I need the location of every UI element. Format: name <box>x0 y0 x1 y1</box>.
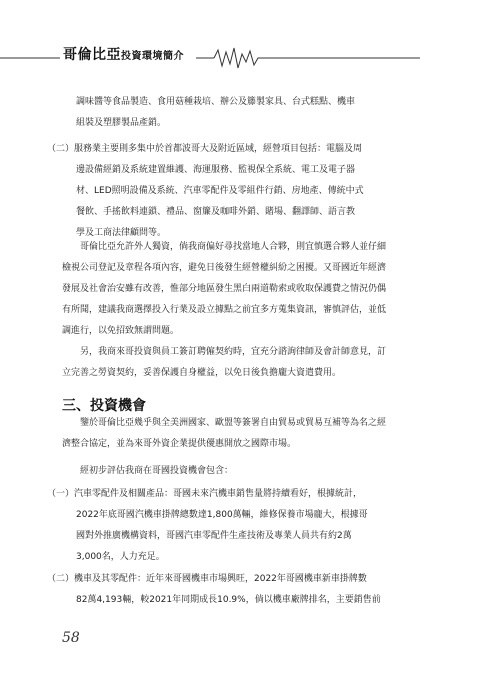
text-line: 餐飲、手搖飲料連鎖、禮品、窗簾及咖啡外銷、賭場、翻譯師、語言教 <box>76 207 356 217</box>
list-item-2 <box>47 569 418 611</box>
page-header <box>0 0 480 80</box>
text-line: 濟整合協定，並為來哥外資企業提供優惠開放之國際市場。 <box>62 439 297 449</box>
text-line: 材、LED照明設備及系統、汽車零配件及零組件行銷、房地產、傳統中式 <box>76 186 364 196</box>
text-line: 2022年底哥國汽機車掛牌總數達1,800萬輛，維修保養市場龐大，根據哥 <box>76 510 368 520</box>
text-line: 鑒於哥倫比亞幾乎與全美洲國家、歐盟等簽署自由貿易或貿易互補等為名之經 <box>80 418 387 428</box>
paragraph-3 <box>62 237 418 342</box>
text-line: （一）汽車零配件及相關產品：哥國未來汽機車銷售量將持續看好，根據統計， <box>47 489 363 499</box>
text-line: 82萬4,193輛，較2021年同期成長10.9%，倘以機車廠牌排名，主要銷售前 <box>76 595 381 605</box>
text-line: 組裝及塑膠製品產銷。 <box>76 118 167 128</box>
text-line: 發展及社會治安雖有改善，惟部分地區發生黑白兩道勒索或收取保護費之情況仍偶 <box>62 284 387 294</box>
text-line: 3,000名，人力充足。 <box>76 552 165 562</box>
text-line: 檢視公司登記及章程各項內容，避免日後發生經營權糾紛之困擾。又哥國近年經濟 <box>62 263 387 273</box>
header-title <box>63 44 184 64</box>
text-line: 調味醬等食品製造、食用菇種栽培、辦公及籐製家具、台式糕點、機車 <box>76 97 356 107</box>
paragraph-1 <box>76 92 418 134</box>
paragraph-4 <box>62 342 418 384</box>
text-line: 學及工商法律顧問等。 <box>76 228 167 238</box>
paragraph-6 <box>62 461 418 482</box>
text-line: 國對外推廣機構資料，哥國汽車零配件生產技術及專業人員共有約2萬 <box>76 531 352 541</box>
text-line: 另，我商來哥投資與員工簽訂聘僱契約時，宜充分諮詢律師及會計師意見，訂 <box>80 347 387 357</box>
text-line: （二）機車及其零配件：近年來哥國機車市場興旺，2022年哥國機車新車掛牌數 <box>47 574 367 584</box>
text-line: 經初步評估我商在哥國投資機會包含： <box>80 466 234 476</box>
paragraph-2 <box>47 139 418 244</box>
section-heading: 三、投資機會 <box>62 398 146 414</box>
text-line: 調進行，以免招致無謂問題。 <box>62 326 180 336</box>
header-title-sub: 投資環境簡介 <box>121 51 184 62</box>
text-line: 邊設備經銷及系統建置維護、海運服務、監視保全系統、電工及電子器 <box>76 165 356 175</box>
paragraph-5 <box>62 413 418 455</box>
text-line: 有所聞，建議我商選擇投入行業及設立據點之前宜多方蒐集資訊，審慎評估，並低 <box>62 305 387 315</box>
header-title-main: 哥倫比亞 <box>63 47 121 63</box>
list-item-1 <box>47 484 418 568</box>
page-number: 58 <box>62 630 80 646</box>
text-line: （二）服務業主要則多集中於首都波哥大及附近區域，經營項目包括：電腦及周 <box>47 144 363 154</box>
text-line: 立完善之勞資契約，妥善保護自身權益，以免日後負擔龐大資遣費用。 <box>62 368 342 378</box>
text-line: 哥倫比亞允許外人獨資，倘我商偏好尋找當地人合夥，則宜慎選合夥人並仔細 <box>80 242 387 252</box>
